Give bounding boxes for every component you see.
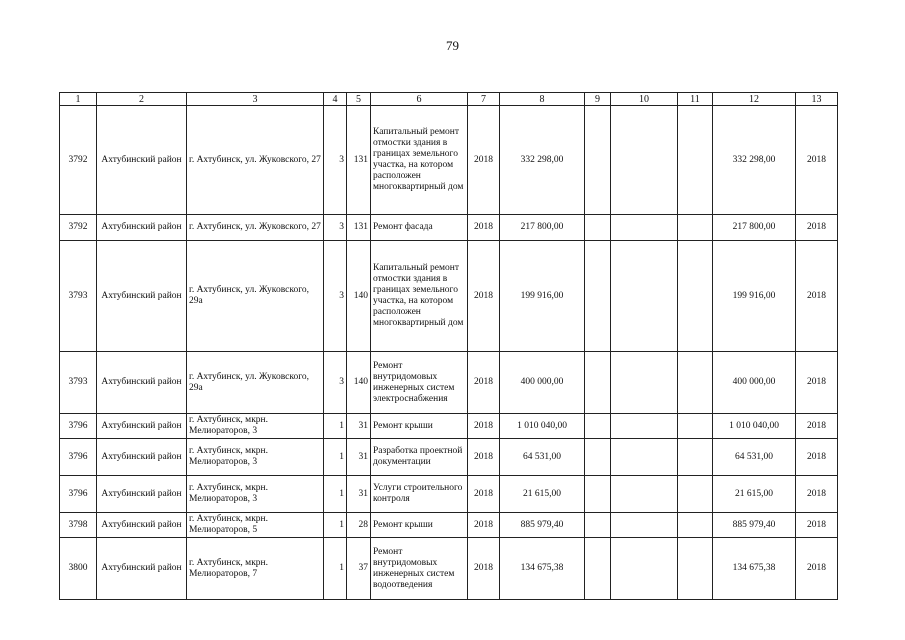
header-cell: 7	[468, 93, 500, 106]
total-amount: 21 615,00	[713, 476, 796, 513]
col11-value	[678, 439, 713, 476]
table-row	[60, 215, 838, 241]
total-amount: 217 800,00	[713, 215, 796, 241]
year: 2018	[468, 439, 500, 476]
col9-value	[585, 476, 611, 513]
table-row	[60, 439, 838, 476]
amount: 217 800,00	[500, 215, 585, 241]
col4-value: 1	[324, 439, 347, 476]
col9-value	[585, 241, 611, 352]
address: г. Ахтубинск, мкрн. Мелиораторов, 3	[187, 439, 324, 476]
year: 2018	[468, 241, 500, 352]
col11-value	[678, 513, 713, 538]
col10-value	[611, 476, 678, 513]
header-cell: 9	[585, 93, 611, 106]
col9-value	[585, 538, 611, 600]
table-row	[60, 352, 838, 414]
header-cell: 11	[678, 93, 713, 106]
col5-value: 28	[347, 513, 371, 538]
header-cell: 3	[187, 93, 324, 106]
work-type: Ремонт фасада	[371, 215, 468, 241]
col4-value: 1	[324, 414, 347, 439]
year: 2018	[468, 414, 500, 439]
col5-value: 31	[347, 476, 371, 513]
col5-value: 31	[347, 414, 371, 439]
col5-value: 131	[347, 215, 371, 241]
district: Ахтубинский район	[97, 476, 187, 513]
end-year: 2018	[796, 476, 838, 513]
object-id: 3792	[60, 106, 97, 215]
header-cell: 2	[97, 93, 187, 106]
district: Ахтубинский район	[97, 513, 187, 538]
col10-value	[611, 513, 678, 538]
total-amount: 134 675,38	[713, 538, 796, 600]
total-amount: 332 298,00	[713, 106, 796, 215]
amount: 1 010 040,00	[500, 414, 585, 439]
object-id: 3796	[60, 439, 97, 476]
capital-repair-table	[59, 92, 838, 600]
col5-value: 131	[347, 106, 371, 215]
address: г. Ахтубинск, мкрн. Мелиораторов, 3	[187, 476, 324, 513]
total-amount: 199 916,00	[713, 241, 796, 352]
col4-value: 1	[324, 476, 347, 513]
district: Ахтубинский район	[97, 538, 187, 600]
col9-value	[585, 414, 611, 439]
header-cell: 4	[324, 93, 347, 106]
year: 2018	[468, 538, 500, 600]
address: г. Ахтубинск, мкрн. Мелиораторов, 5	[187, 513, 324, 538]
amount: 64 531,00	[500, 439, 585, 476]
col5-value: 37	[347, 538, 371, 600]
col4-value: 1	[324, 513, 347, 538]
work-type: Ремонт внутридомовых инженерных систем водоотведения	[371, 538, 468, 600]
work-type: Услуги строительного контроля	[371, 476, 468, 513]
amount: 21 615,00	[500, 476, 585, 513]
col9-value	[585, 106, 611, 215]
col4-value: 1	[324, 538, 347, 600]
header-cell: 12	[713, 93, 796, 106]
col4-value: 3	[324, 352, 347, 414]
end-year: 2018	[796, 215, 838, 241]
col11-value	[678, 538, 713, 600]
header-cell: 8	[500, 93, 585, 106]
col10-value	[611, 352, 678, 414]
year: 2018	[468, 352, 500, 414]
col10-value	[611, 241, 678, 352]
header-cell: 5	[347, 93, 371, 106]
col11-value	[678, 414, 713, 439]
year: 2018	[468, 476, 500, 513]
header-cell: 6	[371, 93, 468, 106]
table-row	[60, 538, 838, 600]
col5-value: 31	[347, 439, 371, 476]
col10-value	[611, 439, 678, 476]
col10-value	[611, 414, 678, 439]
object-id: 3792	[60, 215, 97, 241]
district: Ахтубинский район	[97, 106, 187, 215]
address: г. Ахтубинск, ул. Жуковского, 27	[187, 106, 324, 215]
total-amount: 885 979,40	[713, 513, 796, 538]
district: Ахтубинский район	[97, 352, 187, 414]
table-row	[60, 106, 838, 215]
district: Ахтубинский район	[97, 241, 187, 352]
col5-value: 140	[347, 241, 371, 352]
object-id: 3798	[60, 513, 97, 538]
work-type: Ремонт крыши	[371, 513, 468, 538]
col11-value	[678, 352, 713, 414]
district: Ахтубинский район	[97, 439, 187, 476]
work-type: Капитальный ремонт отмостки здания в границах земельного участка, на котором расположен многоквартирный дом	[371, 106, 468, 215]
col9-value	[585, 352, 611, 414]
col4-value: 3	[324, 106, 347, 215]
end-year: 2018	[796, 439, 838, 476]
col11-value	[678, 215, 713, 241]
amount: 199 916,00	[500, 241, 585, 352]
col11-value	[678, 241, 713, 352]
col9-value	[585, 215, 611, 241]
total-amount: 64 531,00	[713, 439, 796, 476]
end-year: 2018	[796, 414, 838, 439]
table-row	[60, 241, 838, 352]
amount: 400 000,00	[500, 352, 585, 414]
col4-value: 3	[324, 215, 347, 241]
col11-value	[678, 476, 713, 513]
district: Ахтубинский район	[97, 215, 187, 241]
table-row	[60, 476, 838, 513]
header-cell: 1	[60, 93, 97, 106]
amount: 134 675,38	[500, 538, 585, 600]
amount: 885 979,40	[500, 513, 585, 538]
address: г. Ахтубинск, ул. Жуковского, 29а	[187, 352, 324, 414]
object-id: 3800	[60, 538, 97, 600]
address: г. Ахтубинск, мкрн. Мелиораторов, 3	[187, 414, 324, 439]
col5-value: 140	[347, 352, 371, 414]
end-year: 2018	[796, 538, 838, 600]
address: г. Ахтубинск, ул. Жуковского, 29а	[187, 241, 324, 352]
total-amount: 1 010 040,00	[713, 414, 796, 439]
year: 2018	[468, 215, 500, 241]
address: г. Ахтубинск, мкрн. Мелиораторов, 7	[187, 538, 324, 600]
amount: 332 298,00	[500, 106, 585, 215]
end-year: 2018	[796, 352, 838, 414]
col10-value	[611, 538, 678, 600]
header-row	[60, 93, 838, 106]
end-year: 2018	[796, 106, 838, 215]
year: 2018	[468, 513, 500, 538]
col10-value	[611, 106, 678, 215]
col9-value	[585, 513, 611, 538]
object-id: 3796	[60, 476, 97, 513]
year: 2018	[468, 106, 500, 215]
object-id: 3793	[60, 241, 97, 352]
col4-value: 3	[324, 241, 347, 352]
table-row	[60, 513, 838, 538]
work-type: Капитальный ремонт отмостки здания в границах земельного участка, на котором расположен многоквартирный дом	[371, 241, 468, 352]
page-number: 79	[446, 38, 459, 53]
work-type: Ремонт крыши	[371, 414, 468, 439]
table-row	[60, 414, 838, 439]
col11-value	[678, 106, 713, 215]
work-type: Разработка проектной документации	[371, 439, 468, 476]
work-type: Ремонт внутридомовых инженерных систем электроснабжения	[371, 352, 468, 414]
end-year: 2018	[796, 241, 838, 352]
total-amount: 400 000,00	[713, 352, 796, 414]
header-cell: 13	[796, 93, 838, 106]
address: г. Ахтубинск, ул. Жуковского, 27	[187, 215, 324, 241]
object-id: 3796	[60, 414, 97, 439]
col9-value	[585, 439, 611, 476]
col10-value	[611, 215, 678, 241]
object-id: 3793	[60, 352, 97, 414]
end-year: 2018	[796, 513, 838, 538]
district: Ахтубинский район	[97, 414, 187, 439]
header-cell: 10	[611, 93, 678, 106]
